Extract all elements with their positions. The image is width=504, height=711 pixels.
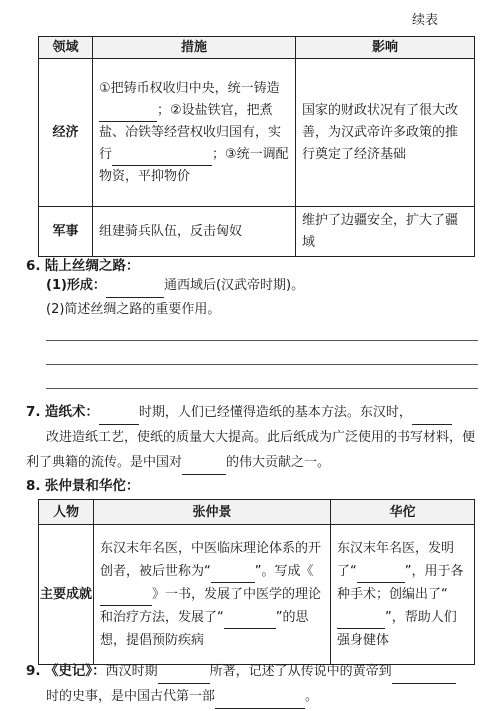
sub-text: 通西域后(汉武帝时期)。	[163, 278, 305, 293]
doctors-table	[38, 499, 475, 665]
answer-blank[interactable]	[337, 613, 385, 629]
question-6-heading	[26, 254, 139, 274]
cell-text: ”的思想，提倡预防疾病	[100, 610, 309, 648]
question-text: 西汉时期	[105, 664, 158, 679]
table-header-row	[39, 37, 475, 59]
field-cell: 经济	[39, 59, 93, 207]
table-row	[39, 59, 475, 207]
question-number: 6.	[26, 258, 41, 274]
sub-label: (1)形成：	[46, 278, 106, 293]
question-title: 造纸术：	[44, 404, 99, 420]
answer-blank[interactable]	[215, 693, 305, 709]
question-title: 张仲景和华佗：	[44, 478, 140, 494]
cell-text: ”。写成《	[254, 564, 314, 579]
answer-blank[interactable]	[224, 613, 276, 629]
row-label: 主要成就	[39, 525, 94, 665]
answer-blank[interactable]	[211, 567, 255, 583]
zhang-cell	[94, 525, 331, 665]
answer-line[interactable]	[46, 364, 478, 365]
table-row	[39, 525, 475, 665]
question-text: 时的史事，是中国古代第一部	[46, 689, 216, 704]
measures-cell	[93, 59, 296, 207]
question-text: 。	[305, 689, 319, 704]
header-impact: 影响	[296, 37, 475, 59]
economy-military-table	[38, 36, 475, 257]
question-title: 陆上丝绸之路：	[44, 258, 140, 274]
cell-text: ”，用于各种手术；创编出了“	[337, 564, 464, 602]
answer-blank[interactable]	[182, 459, 226, 475]
question-7	[26, 400, 478, 475]
question-number: 7.	[26, 404, 41, 420]
hua-cell	[331, 525, 475, 665]
table-header-row	[39, 500, 475, 525]
answer-blank[interactable]	[100, 590, 152, 606]
question-number: 8.	[26, 478, 41, 494]
answer-line[interactable]	[46, 388, 478, 389]
answer-blank[interactable]	[158, 668, 210, 684]
cell-text: 东汉末年名医，发明了“	[337, 541, 455, 579]
cell-text: 》一书，发展了中医学的理论和治疗方法，发展了“	[100, 587, 322, 625]
continued-label: 续表	[411, 13, 438, 28]
question-6-part-1	[46, 273, 478, 298]
answer-blank[interactable]	[99, 409, 139, 425]
measure-text: ；②设盐铁官，把煮盐、冶铁等经营权收归国有，实行	[99, 102, 282, 162]
question-text: 改进造纸工艺，使纸的质量大大提高。此后纸成为广泛使用的书写材料，便利了典籍的流传。是中国对	[26, 430, 476, 470]
answer-blank[interactable]	[106, 282, 164, 298]
cell-text: 东汉末年名医，中医临床理论体系的开创者，被后世称为“	[100, 541, 322, 579]
impact-cell: 维护了边疆安全，扩大了疆域	[296, 207, 475, 257]
question-text: 时期，人们已经懂得造纸的基本方法。东汉时，	[138, 405, 412, 420]
header-hua: 华佗	[331, 500, 475, 525]
header-person: 人物	[39, 500, 94, 525]
question-number: 9.	[26, 663, 41, 679]
question-8-heading	[26, 474, 139, 494]
question-text: 所著，记述了从传说中的黄帝到	[209, 664, 392, 679]
answer-blank[interactable]	[412, 409, 452, 425]
answer-blank[interactable]	[99, 106, 157, 122]
header-field: 领域	[39, 37, 93, 59]
measures-cell: 组建骑兵队伍，反击匈奴	[93, 207, 296, 257]
header-measures: 措施	[93, 37, 296, 59]
header-zhang: 张仲景	[94, 500, 331, 525]
answer-blank[interactable]	[112, 150, 212, 166]
answer-blank[interactable]	[357, 567, 405, 583]
cell-text: ”，帮助人们强身健体	[337, 610, 457, 648]
measure-text: ；③统一调配物资，平抑物价	[99, 146, 289, 184]
answer-blank[interactable]	[392, 668, 456, 684]
question-title: 《史记》：	[44, 663, 106, 679]
answer-line[interactable]	[46, 340, 478, 341]
question-6-part-2: (2)简述丝绸之路的重要作用。	[46, 302, 221, 317]
measure-text: ①把铸币权收归中央，统一铸造	[99, 80, 280, 96]
question-text: 的伟大贡献之一。	[226, 455, 331, 470]
impact-cell: 国家的财政状况有了很大改善，为汉武帝许多政策的推行奠定了经济基础	[296, 59, 475, 207]
question-9	[26, 659, 478, 709]
table-row	[39, 207, 475, 257]
field-cell: 军事	[39, 207, 93, 257]
